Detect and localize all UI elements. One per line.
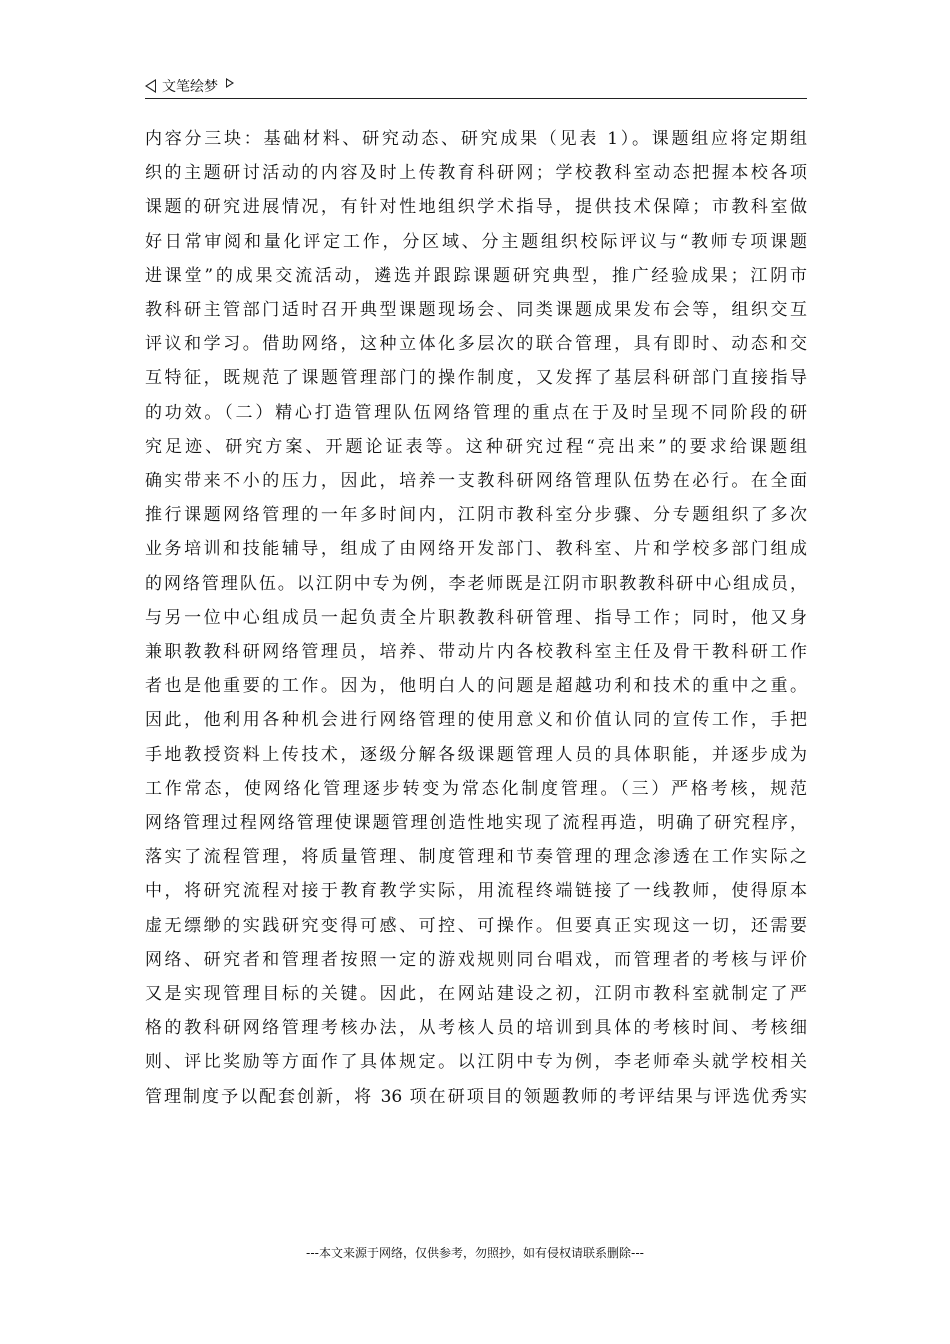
text-line: 进课堂”的成果交流活动，遴选并跟踪课题研究典型，推广经验成果；江阴市 <box>145 265 807 286</box>
page-header <box>145 74 807 99</box>
text-line: 究足迹、研究方案、开题论证表等。这种研究过程“亮出来”的要求给课题组 <box>145 436 807 457</box>
text-line: 兼职教教科研网络管理员，培养、带动片内各校教科室主任及骨干教科研工作 <box>145 642 807 663</box>
text-line: 评议和学习。借助网络，这种立体化多层次的联合管理，具有即时、动态和交 <box>145 334 807 355</box>
text-line: 虚无缥缈的实践研究变得可感、可控、可操作。但要真正实现这一切，还需要 <box>145 915 807 936</box>
text-line: 落实了流程管理，将质量管理、制度管理和节奏管理的理念渗透在工作实际之 <box>145 847 807 868</box>
text-line: 手地教授资料上传技术，逐级分解各级课题管理人员的具体职能，并逐步成为 <box>145 744 807 765</box>
text-line: 与另一位中心组成员一起负责全片职教教科研管理、指导工作；同时，他又身 <box>145 607 807 628</box>
text-line: 网络管理过程网络管理使课题管理创造性地实现了流程再造，明确了研究程序， <box>145 813 807 834</box>
text-line: 管理制度予以配套创新，将 36 项在研项目的领题教师的考评结果与评选优秀实 <box>145 1086 807 1107</box>
text-line: 好日常审阅和量化评定工作，分区域、分主题组织校际评议与“教师专项课题 <box>145 231 807 252</box>
footer-notice: ---本文来源于网络，仅供参考，勿照抄，如有侵权请联系删除--- <box>306 1246 644 1260</box>
text-line: 则、评比奖励等方面作了具体规定。以江阴中专为例，李老师牵头就学校相关 <box>145 1052 807 1073</box>
text-line: 内容分三块：基础材料、研究动态、研究成果（见表 1）。课题组应将定期组 <box>145 129 807 149</box>
text-line: 确实带来不小的压力，因此，培养一支教科研网络管理队伍势在必行。在全面 <box>145 471 807 492</box>
text-line: 教科研主管部门适时召开典型课题现场会、同类课题成果发布会等，组织交互 <box>145 300 807 321</box>
text-line: 工作常态，使网络化管理逐步转变为常态化制度管理。（三）严格考核，规范 <box>145 778 807 799</box>
text-line: 又是实现管理目标的关键。因此，在网站建设之初，江阴市教科室就制定了严 <box>145 984 807 1005</box>
text-line: 互特征，既规范了课题管理部门的操作制度，又发挥了基层科研部门直接指导 <box>145 368 807 389</box>
text-line: 的网络管理队伍。以江阴中专为例，李老师既是江阴市职教教科研中心组成员， <box>145 573 807 594</box>
text-line: 业务培训和技能辅导，组成了由网络开发部门、教科室、片和学校多部门组成 <box>145 539 807 560</box>
text-line: 的功效。（二）精心打造管理队伍网络管理的重点在于及时呈现不同阶段的研 <box>145 402 807 423</box>
text-line: 因此，他利用各种机会进行网络管理的使用意义和价值认同的宣传工作，手把 <box>145 710 807 731</box>
header-title: 文笔绘梦 <box>162 79 218 95</box>
text-line: 推行课题网络管理的一年多时间内，江阴市教科室分步骤、分专题组织了多次 <box>145 505 807 526</box>
text-line: 课题的研究进展情况，有针对性地组织学术指导，提供技术保障；市教科室做 <box>145 197 807 218</box>
text-line: 者也是他重要的工作。因为，他明白人的问题是超越功利和技术的重中之重。 <box>145 676 807 697</box>
triangle-left-icon <box>145 79 156 93</box>
triangle-right-icon <box>226 78 234 88</box>
header-brand <box>145 76 234 96</box>
text-line: 织的主题研讨活动的内容及时上传教育科研网；学校教科室动态把握本校各项 <box>145 163 807 184</box>
text-line: 格的教科研网络管理考核办法，从考核人员的培训到具体的考核时间、考核细 <box>145 1018 807 1039</box>
body-paragraph <box>145 122 807 1114</box>
text-line: 网络、研究者和管理者按照一定的游戏规则同台唱戏，而管理者的考核与评价 <box>145 949 807 970</box>
text-line: 中，将研究流程对接于教育教学实际，用流程终端链接了一线教师，使得原本 <box>145 881 807 902</box>
